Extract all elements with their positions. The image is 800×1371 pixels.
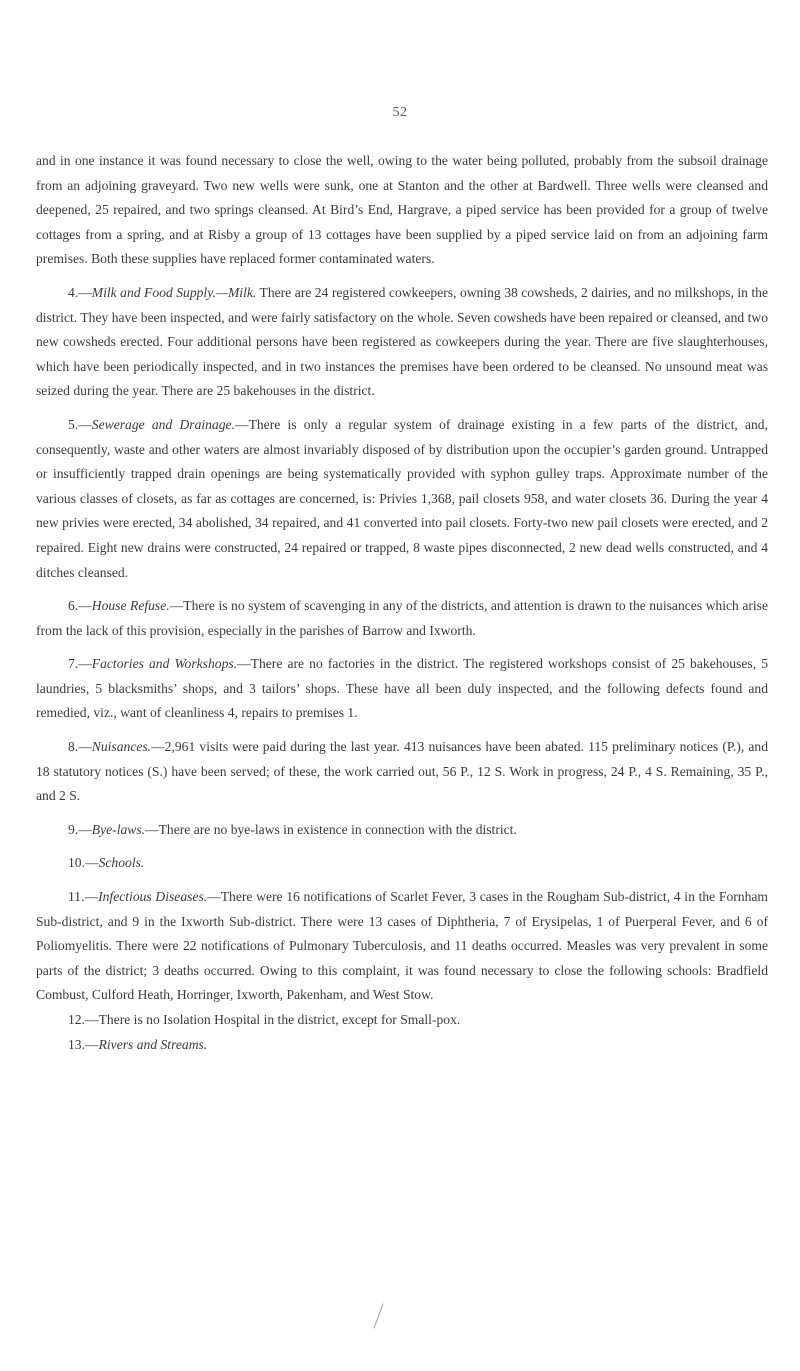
section-heading: Infectious Diseases.	[98, 889, 208, 905]
pen-mark	[371, 1302, 385, 1330]
paragraph-number: 10.—	[68, 855, 99, 871]
section-heading: Milk and Food Supply.—Milk.	[91, 284, 257, 300]
paragraph-house-refuse	[36, 594, 768, 643]
paragraph-text: There is no Isolation Hospital in the district, except for Small-pox.	[98, 1012, 461, 1027]
section-heading: Nuisances.	[91, 739, 152, 755]
paragraph-text: —2,961 visits were paid during the last year. 413 nuisances have been abated. 115 preliminary notices (P.), and 18 statutory notices (S.) have been served; of these, the work carried out, 56 P., 12 S. Work in progress, 24 P., 4 S. Remaining, 35 P., and 2 S.	[36, 739, 768, 804]
paragraph-nuisances	[36, 735, 768, 809]
paragraph-text: and in one instance it was found necessary to close the well, owing to the water being polluted, probably from the subsoil drainage from an adjoining graveyard. Two new wells were sunk, one at Stanton and the other at Bardwell. Three wells were cleansed and deepened, 25 repaired, and two springs cleansed. At Bird’s End, Hargrave, a piped service has been provided for a group of twelve cottages from a spring, and at Risby a group of 13 cottages have been supplied by a piped service laid on from an adjoining farm premises. Both these supplies have replaced former contaminated waters.	[36, 153, 768, 267]
paragraph-number: 4.—	[68, 284, 92, 300]
paragraph-bye-laws	[36, 818, 768, 843]
section-heading: Sewerage and Drainage.	[91, 416, 235, 432]
section-heading: Factories and Workshops.	[91, 656, 238, 672]
paragraph-text: There are 24 registered cowkeepers, owning 38 cowsheds, 2 dairies, and no milkshops, in the district. They have been inspected, and were fairly satisfactory on the whole. Seven cowsheds have been repaired or cleansed, and two new cowsheds erected. Four additional persons have been registered as cowkeepers during the year. There are five slaughterhouses, which have been periodically inspected, and in two instances the premises have been ordered to be cleansed. No unsound meat was seized during the year. There are 25 bakehouses in the district.	[36, 284, 769, 399]
paragraph-water-supply	[36, 149, 768, 272]
paragraph-number: 7.—	[68, 656, 92, 672]
paragraph-text: —There are no factories in the district. The registered workshops consist of 25 bakehouses, 5 laundries, 5 blacksmiths’ shops, and 3 tailors’ shops. These have all been duly inspected, and the following defects found and remedied, viz., want of cleanliness 4, repairs to premises 1.	[36, 656, 768, 721]
paragraph-milk-food-supply	[36, 281, 768, 404]
paragraph-isolation-hospital	[36, 1008, 768, 1033]
paragraph-factories-workshops	[36, 652, 768, 726]
paragraph-infectious-diseases	[36, 885, 768, 1008]
page-number: 52	[392, 105, 408, 120]
paragraph-number: 9.—	[68, 821, 92, 837]
section-heading: Rivers and Streams.	[98, 1036, 208, 1052]
paragraph-number: 12.—	[68, 1012, 99, 1027]
body-text	[36, 149, 768, 1057]
paragraph-text: —There is no system of scavenging in any of the districts, and attention is drawn to the nuisances which arise from the lack of this provision, especially in the parishes of Barrow and Ixworth.	[36, 598, 768, 638]
paragraph-number: 13.—	[68, 1036, 99, 1052]
paragraph-sewerage-drainage	[36, 413, 768, 585]
paragraph-text: —There are no bye-laws in existence in connection with the district.	[145, 821, 517, 837]
paragraph-number: 8.—	[68, 739, 92, 755]
paragraph-text: —There were 16 notifications of Scarlet Fever, 3 cases in the Rougham Sub-district, 4 in the Fornham Sub-district, and 9 in the Ixworth Sub-district. There were 13 cases of Diphtheria, 7 of Erysipelas, 1 of Puerperal Fever, and 6 of Poliomyelitis. There were 22 notifications of Pulmonary Tuberculosis, and 11 deaths occurred. Measles was very prevalent in some parts of the district; 3 deaths occurred. Owing to this complaint, it was found necessary to close the following schools: Bradfield Combust, Culford Heath, Horringer, Ixworth, Pakenham, and West Stow.	[36, 889, 768, 1003]
section-heading: Schools.	[98, 855, 145, 871]
section-heading: Bye-laws.	[91, 821, 146, 837]
paragraph-number: 5.—	[68, 416, 92, 432]
paragraph-number: 6.—	[68, 598, 92, 614]
paragraph-text: —There is only a regular system of drainage existing in a few parts of the district, and, consequently, waste and other waters are almost invariably disposed of by distribution upon the occupier’s garden ground. Untrapped or insufficiently trapped drain openings are being systematically provided with syphon gulley traps. Approximate number of the various classes of closets, as far as cottages are concerned, is: Privies 1,368, pail closets 958, and water closets 36. During the year 4 new privies were erected, 34 abolished, 34 repaired, and 41 converted into pail closets. Forty-two new pail closets were erected, and 2 repaired. Eight new drains were constructed, 24 repaired or trapped, 8 waste pipes disconnected, 2 new dead wells constructed, and 4 ditches cleansed.	[36, 416, 768, 580]
paragraph-rivers-streams	[36, 1033, 768, 1058]
paragraph-schools	[36, 851, 768, 876]
paragraph-number: 11.—	[68, 889, 99, 905]
section-heading: House Refuse.	[91, 598, 170, 614]
